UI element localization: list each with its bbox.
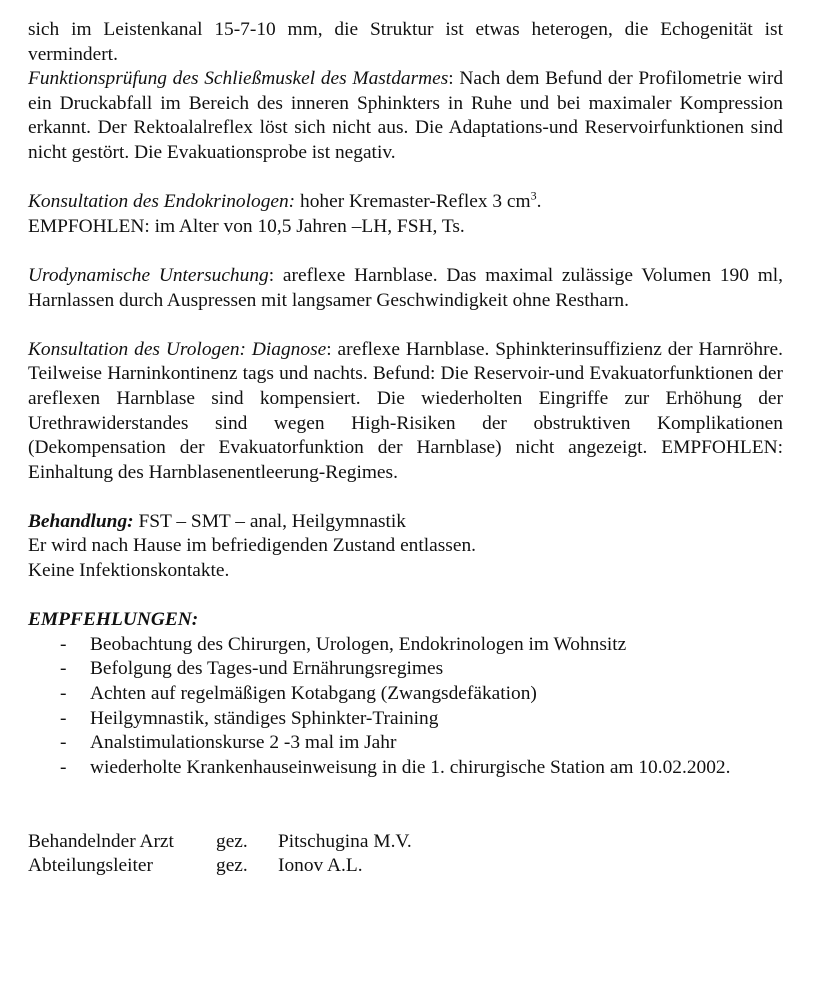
continuation-paragraph: sich im Leistenkanal 15-7-10 mm, die Struktur ist etwas heterogen, die Echogenität ist vermindert. [28,19,783,65]
recommendations-list [28,633,783,781]
signature-block [28,830,783,879]
endocrinologist-text-end: . [536,191,542,213]
bullet-dash: - [60,633,67,655]
signature-gez: gez. [216,855,248,877]
list-item-text: Beobachtung des Chirurgen, Urologen, Endokrinologen im Wohnsitz [90,633,627,655]
urologist-heading: Konsultation des Urologen: Diagnose [28,338,327,360]
sphincter-function-heading: Funktionsprüfung des Schließmuskel des Mastdarmes [28,68,449,90]
bullet-dash: - [60,732,67,754]
bullet-dash: - [60,707,67,729]
list-item-text: Analstimulationskurse 2 -3 mal im Jahr [90,732,397,754]
list-item [28,731,783,756]
recommendations-heading: EMPFEHLUNGEN: [28,609,199,631]
endocrinologist-recommendation: EMPFOHLEN: im Alter von 10,5 Jahren –LH, FSH, Ts. [28,215,465,237]
signature-gez: gez. [216,830,248,852]
list-item [28,707,783,732]
spacer [28,805,783,830]
endocrinologist-superscript: 3 [530,188,537,203]
discharge-line: Er wird nach Hause im befriedigenden Zustand entlassen. [28,535,476,557]
urologist-paragraph [28,338,783,486]
list-item-text: wiederholte Krankenhauseinweisung in die 1. chirurgische Station am 10.02.2002. [90,756,731,778]
sphincter-function-paragraph [28,67,783,165]
spacer [28,313,783,338]
treatment-heading: Behandlung: [28,510,134,532]
infection-contacts-line: Keine Infektionskontakte. [28,560,230,582]
endocrinologist-text: hoher Kremaster-Reflex 3 cm [295,191,531,213]
signature-name: Pitschugina M.V. [278,830,412,852]
signature-role: Abteilungsleiter [28,855,153,877]
treatment-text: FST – SMT – anal, Heilgymnastik [133,510,406,532]
signature-row [28,830,783,855]
bullet-dash: - [60,683,67,705]
list-item-text: Heilgymnastik, ständiges Sphinkter-Training [90,707,439,729]
urologist-text: : areflexe Harnblase. Sphinkterinsuffizienz der Harnröhre. Teilweise Harninkontinenz tags und nachts. Befund: Die Reservoir-und Evakuatorfunktionen der areflexen Harnblase sind kompensiert. Die wiederholten Eingriffe zur Erhöhung der Urethrawiderstandes sind wegen High-Risiken der obstruktiven Komplikationen (Dekompensation der Evakuatorfunktion der Harnblase) nicht angezeigt. EMPFOHLEN: Einhaltung des Harnblasenentleerung-Regimes. [28,338,783,483]
spacer [28,780,783,805]
spacer [28,166,783,191]
spacer [28,239,783,264]
endocrinologist-heading: Konsultation des Endokrinologen: [28,191,296,213]
urodynamics-paragraph [28,264,783,313]
bullet-dash: - [60,658,67,680]
list-item [28,657,783,682]
document-page [28,18,783,879]
urodynamics-heading: Urodynamische Untersuchung [28,264,269,286]
list-item [28,682,783,707]
list-item [28,633,783,658]
list-item-text: Befolgung des Tages-und Ernährungsregimes [90,658,444,680]
sphincter-function-text: : Nach dem Befund der Profilometrie wird ein Druckabfall im Bereich des inneren Sphinkters in Ruhe und bei maximaler Kompression erkannt. Der Rektoalalreflex löst sich nicht aus. Die Adaptations-und Reservoirfunktionen sind nicht gestört. Die Evakuationsprobe ist negativ. [28,68,784,163]
list-item-text: Achten auf regelmäßigen Kotabgang (Zwangsdefäkation) [90,683,537,705]
spacer [28,485,783,510]
endocrinologist-paragraph [28,190,783,215]
signature-role: Behandelnder Arzt [28,830,174,852]
signature-name: Ionov A.L. [278,855,363,877]
spacer [28,584,783,609]
signature-row [28,854,783,879]
urodynamics-text: : areflexe Harnblase. Das maximal zulässige Volumen 190 ml, Harnlassen durch Auspressen mit langsamer Geschwindigkeit ohne Restharn. [28,264,784,311]
treatment-paragraph [28,510,783,535]
bullet-dash: - [60,756,67,778]
list-item [28,756,750,781]
